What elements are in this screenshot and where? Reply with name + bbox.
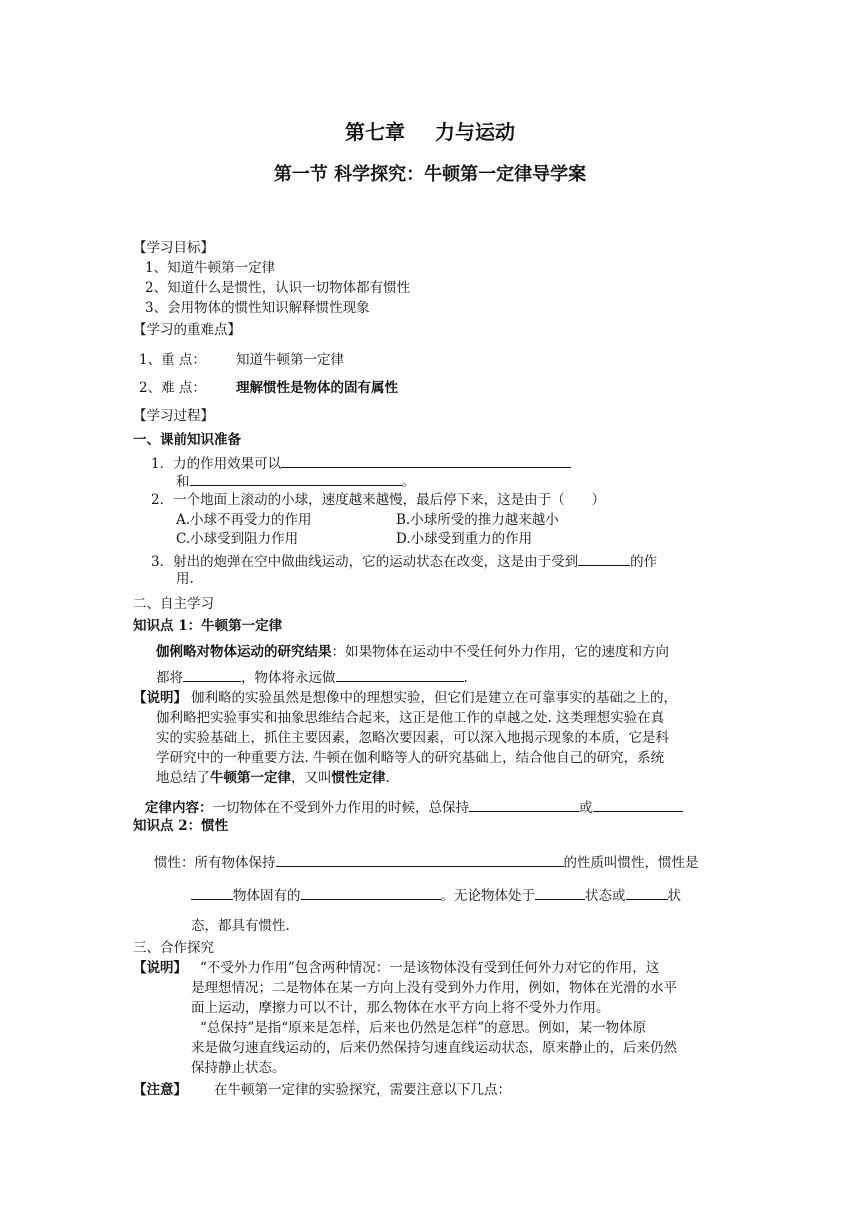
question-text: 状态或	[585, 888, 626, 904]
prep-question-3	[151, 550, 657, 572]
note-line: 伽利略的实验虽然是想像中的理想实验，但它们是建立在可靠事实的基础之上的，	[191, 690, 677, 706]
question-text: 状	[667, 888, 681, 904]
prep-question-3-cont: 用.	[176, 571, 194, 587]
attention-label: 【注意】	[133, 1082, 187, 1098]
section-title: 第一节 科学探究：牛顿第一定律导学案	[273, 164, 587, 185]
difficult-point-label: 2、难 点：	[139, 380, 206, 396]
chapter-topic: 力与运动	[435, 120, 515, 144]
coop-note-line: 面上运动，摩擦力可以不计，那么物体在水平方向上将不受外力作用。	[191, 1000, 610, 1016]
coop-header: 三、合作探究	[133, 940, 214, 956]
knowledge-point-1: 知识点 1：牛顿第一定律	[133, 618, 283, 634]
question-text: 的作	[630, 554, 658, 570]
goal-item: 2、知道什么是惯性，认识一切物体都有惯性	[145, 280, 411, 296]
option-c: C.小球受到阻力作用	[176, 531, 299, 547]
answer-blank[interactable]	[336, 666, 464, 682]
goals-header: 【学习目标】	[133, 240, 214, 256]
answer-blank[interactable]	[593, 796, 683, 812]
option-a: A.小球不再受力的作用	[176, 512, 312, 528]
chapter-title	[0, 116, 860, 145]
attention-text: 在牛顿第一定律的实验探究，需要注意以下几点：	[214, 1082, 511, 1098]
chapter-number: 第七章	[345, 120, 405, 144]
difficult-point-text: 理解惯性是物体的固有属性	[236, 380, 398, 396]
keypoints-header: 【学习的重难点】	[133, 322, 241, 338]
question-text: .	[463, 670, 468, 686]
prep-header: 一、课前知识准备	[133, 432, 241, 448]
law-label: 定律内容：	[145, 800, 213, 816]
question-text: 3．射出的炮弹在空中做曲线运动，它的运动状态在改变，这是由于受到	[151, 554, 579, 570]
law-text: 或	[579, 800, 593, 816]
law-text: 一切物体在不受到外力作用的时候，总保持	[212, 800, 469, 816]
inertia-law: 惯性定律	[331, 770, 386, 786]
inertia-line-2	[191, 884, 681, 906]
galileo-text: ：如果物体在运动中不受任何外力作用，它的速度和方向	[331, 644, 669, 660]
prep-question-1-cont	[176, 470, 415, 492]
question-text: 都将	[156, 670, 183, 686]
answer-blank[interactable]	[469, 796, 579, 812]
newton-first-law: 牛顿第一定律	[210, 770, 291, 786]
note-label: 【说明】	[133, 690, 187, 706]
process-header: 【学习过程】	[133, 408, 214, 424]
answer-blank[interactable]	[578, 550, 630, 566]
answer-blank[interactable]	[190, 470, 402, 486]
question-text: 的性质叫惯性，惯性是	[563, 855, 699, 871]
answer-blank[interactable]	[191, 884, 233, 900]
question-text: 1．力的作用效果可以	[151, 456, 282, 472]
knowledge-point-2: 知识点 2：惯性	[133, 818, 229, 834]
question-text: 物体固有的	[233, 888, 301, 904]
answer-blank[interactable]	[183, 666, 241, 682]
note-line: 伽利略把实验事实和抽象思维结合起来，这正是他工作的卓越之处. 这类理想实验在真	[156, 710, 665, 726]
note-line: 学研究中的一种重要方法. 牛顿在伽利略等人的研究基础上，结合他自己的研究，系统	[156, 750, 665, 766]
key-point-label: 1、重 点：	[139, 352, 206, 368]
question-text: 惯性：所有物体保持	[154, 855, 276, 871]
goal-item: 3、会用物体的惯性知识解释惯性现象	[145, 300, 370, 316]
answer-blank[interactable]	[281, 452, 571, 468]
self-study-header: 二、自主学习	[133, 596, 214, 612]
question-text: ，物体将永远做	[241, 670, 336, 686]
answer-blank[interactable]	[301, 884, 441, 900]
note-line	[156, 768, 390, 788]
answer-blank[interactable]	[276, 851, 564, 867]
galileo-blanks	[156, 666, 468, 688]
law-content	[145, 796, 683, 818]
key-point-text: 知道牛顿第一定律	[236, 352, 344, 368]
goal-item: 1、知道牛顿第一定律	[145, 260, 276, 276]
coop-note-line: “总保持”是指“原来是怎样，后来也仍然是怎样”的意思。例如，某一物体原	[200, 1020, 647, 1036]
note-text: ，又叫	[291, 770, 332, 786]
coop-note-line: 是理想情况；二是物体在某一方向上没有受到外力作用，例如，物体在光滑的水平	[191, 980, 677, 996]
question-text: 。无论物体处于	[440, 888, 535, 904]
coop-note-line: 来是做匀速直线运动的，后来仍然保持匀速直线运动状态，原来静止的，后来仍然	[191, 1040, 677, 1056]
galileo-result	[156, 642, 669, 662]
note-line: 实的实验基础上，抓住主要因素，忽略次要因素，可以深入地揭示现象的本质，它是科	[156, 730, 669, 746]
prep-question-2: 2．一个地面上滚动的小球，速度越来越慢，最后停下来，这是由于（ ）	[151, 492, 606, 508]
coop-note-line: 保持静止状态。	[191, 1060, 286, 1076]
answer-blank[interactable]	[535, 884, 585, 900]
note-text: .	[385, 770, 390, 786]
answer-blank[interactable]	[626, 884, 668, 900]
question-text: 。	[401, 474, 415, 490]
coop-note-label: 【说明】	[133, 960, 187, 976]
note-text: 地总结了	[156, 770, 210, 786]
inertia-line-3: 态，都具有惯性.	[191, 918, 290, 934]
option-b: B.小球所受的推力越来越小	[396, 512, 559, 528]
galileo-label: 伽俐略对物体运动的研究结果	[156, 644, 332, 660]
inertia-line-1	[154, 851, 699, 873]
question-text: 和	[176, 474, 190, 490]
option-d: D.小球受到重力的作用	[396, 531, 533, 547]
coop-note-line: “不受外力作用”包含两种情况：一是该物体没有受到任何外力对它的作用，这	[200, 960, 660, 976]
